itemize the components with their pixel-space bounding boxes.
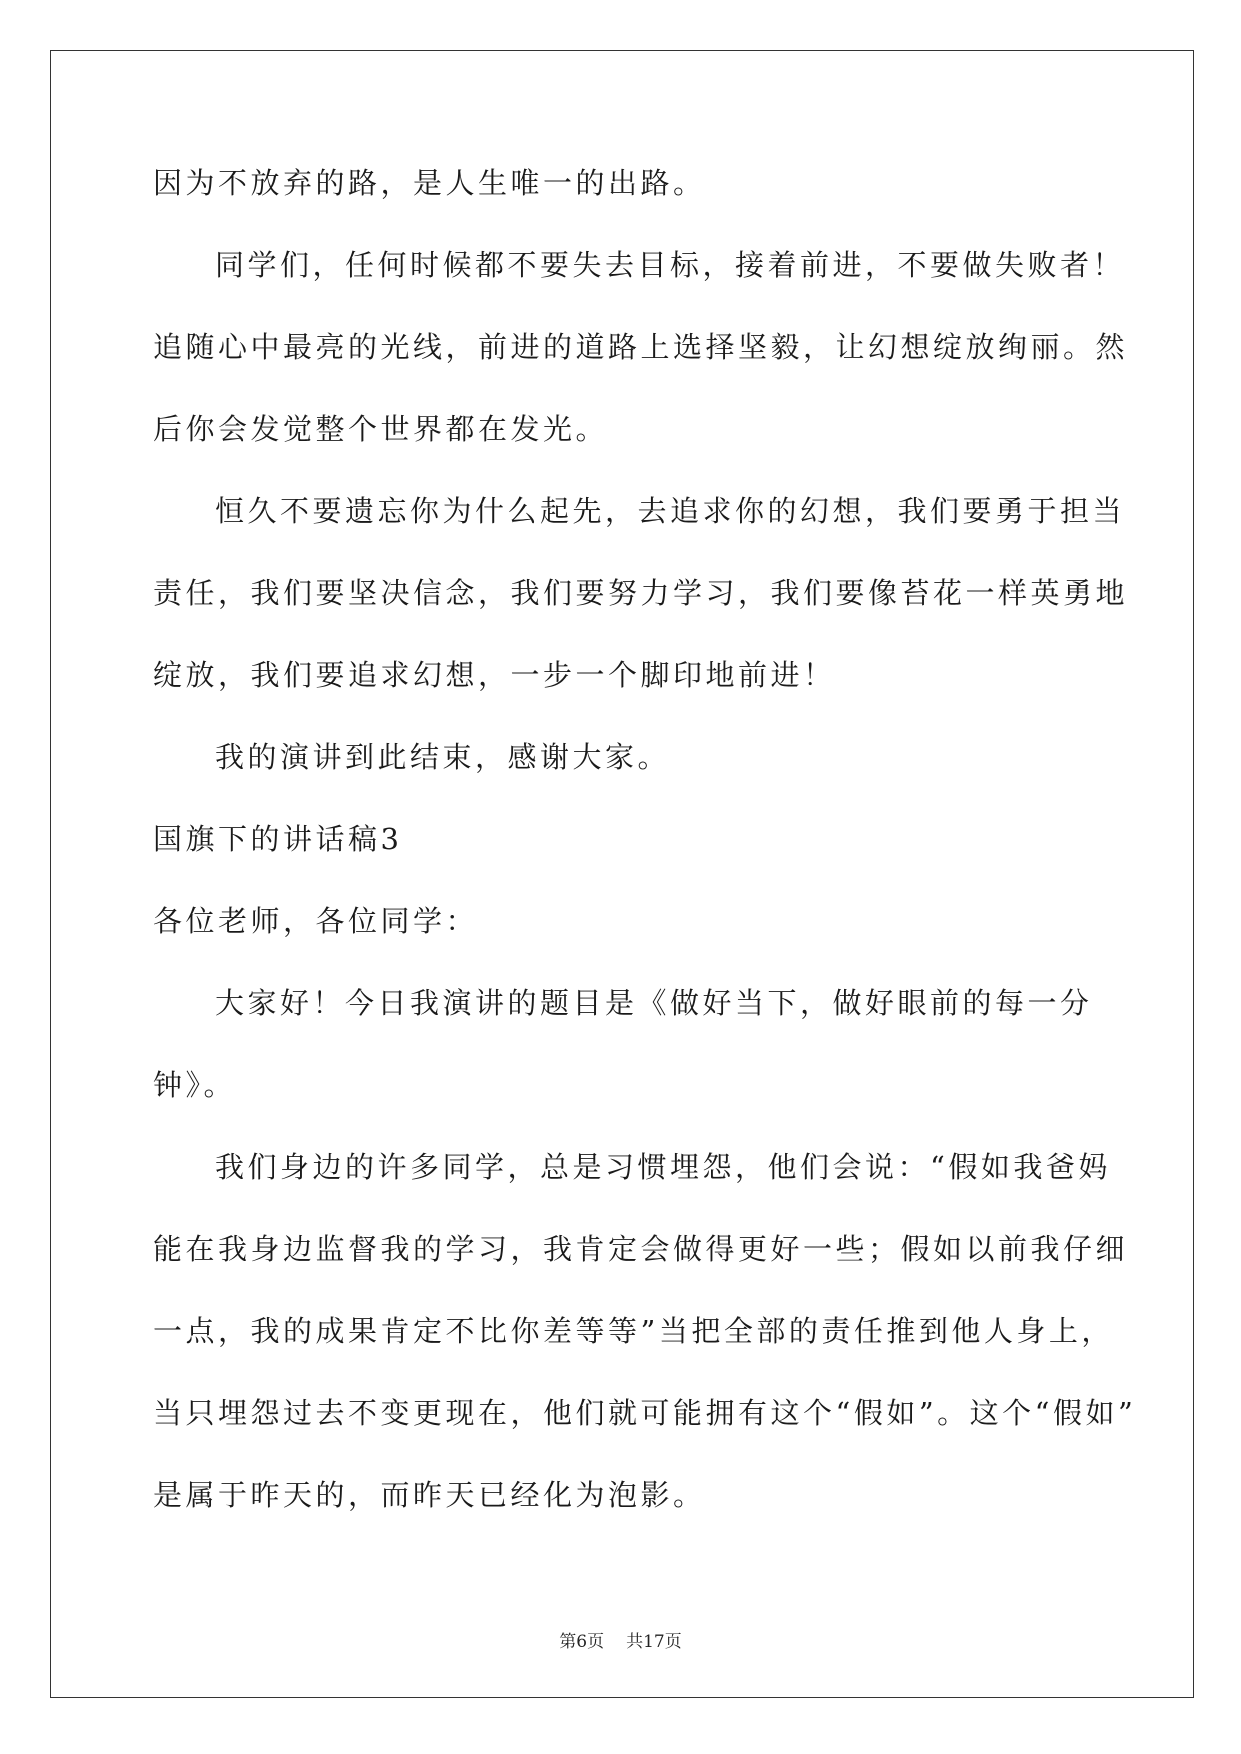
page-total: 共17页 (626, 1632, 682, 1652)
text-line: 钟》。 (153, 1068, 237, 1102)
text-line: 能在我身边监督我的学习，我肯定会做得更好一些；假如以前我仔细 (153, 1232, 1129, 1266)
text-line: 恒久不要遗忘你为什么起先，去追求你的幻想，我们要勇于担当 (215, 494, 1126, 528)
text-line: 我们身边的许多同学，总是习惯埋怨，他们会说：“假如我爸妈 (215, 1150, 1111, 1184)
text-line: 当只埋怨过去不变更现在，他们就可能拥有这个“假如”。这个“假如” (153, 1396, 1137, 1430)
text-line: 后你会发觉整个世界都在发光。 (153, 412, 609, 446)
text-line: 我的演讲到此结束，感谢大家。 (215, 740, 671, 774)
text-line: 一点，我的成果肯定不比你差等等”当把全部的责任推到他人身上， (153, 1314, 1114, 1348)
text-line: 因为不放弃的路，是人生唯一的出路。 (153, 166, 706, 200)
page-number: 第6页 (559, 1632, 605, 1652)
salutation: 各位老师，各位同学： (153, 904, 479, 938)
text-line: 同学们，任何时候都不要失去目标，接着前进，不要做失败者！ (215, 248, 1126, 282)
document-body (153, 160, 1137, 1554)
text-line: 是属于昨天的，而昨天已经化为泡影。 (153, 1478, 706, 1512)
text-line: 责任，我们要坚决信念，我们要努力学习，我们要像苔花一样英勇地 (153, 576, 1129, 610)
text-line: 大家好！今日我演讲的题目是《做好当下，做好眼前的每一分 (215, 986, 1093, 1020)
text-line: 绽放，我们要追求幻想，一步一个脚印地前进！ (153, 658, 836, 692)
text-line: 追随心中最亮的光线，前进的道路上选择坚毅，让幻想绽放绚丽。然 (153, 330, 1129, 364)
section-heading: 国旗下的讲话稿3 (153, 822, 403, 856)
page-footer (0, 1630, 1241, 1654)
